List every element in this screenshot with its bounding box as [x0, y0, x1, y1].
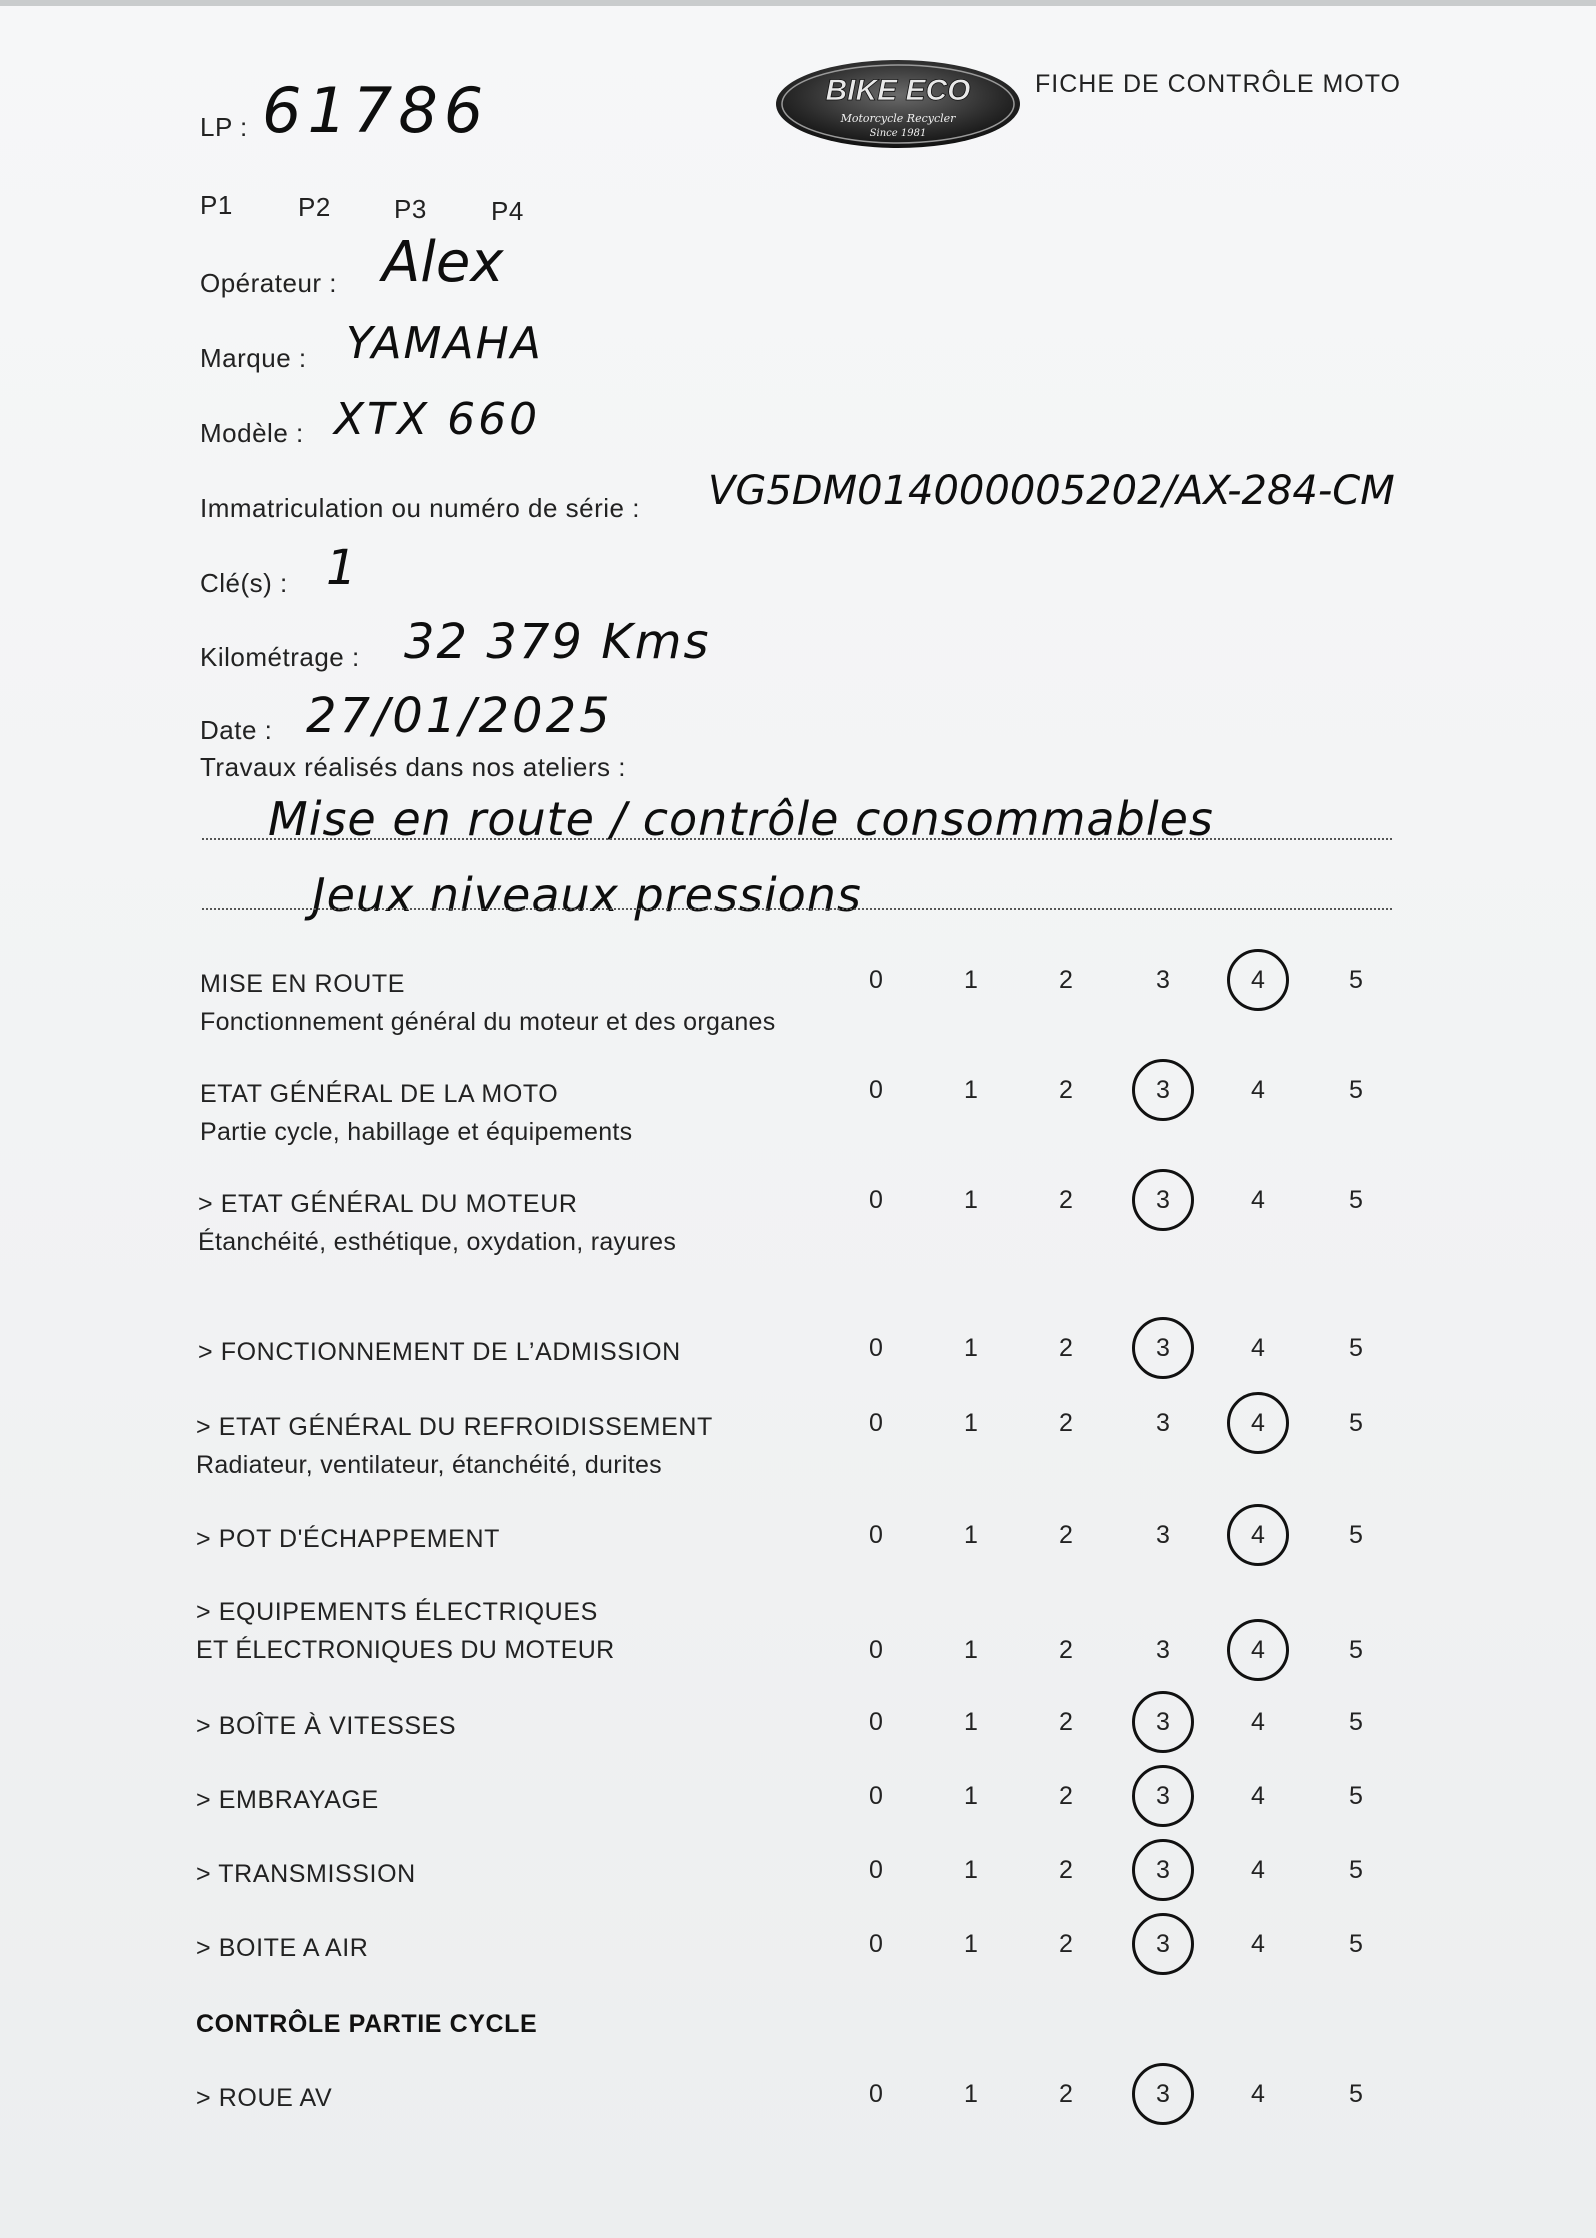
- rows-row-6-score-3: 3: [1156, 1636, 1170, 1664]
- cles-label: Clé(s) :: [200, 568, 288, 598]
- priority-p3: P3: [394, 194, 427, 224]
- rows-row-5-score-0: 0: [869, 1521, 883, 1549]
- rows-row-9-score-4: 4: [1251, 1856, 1265, 1884]
- rows-row-4-score-1: 1: [964, 1409, 978, 1437]
- rows-row-0-score-3: 3: [1156, 966, 1170, 994]
- lp-label: LP :: [200, 112, 248, 142]
- rows-row-0-subtitle: Fonctionnement général du moteur et des organes: [200, 1008, 776, 1036]
- rows-row-6-selected-score-circle: [1227, 1619, 1289, 1681]
- rows-row-4-score-2: 2: [1059, 1409, 1073, 1437]
- rows-row-2-score-5: 5: [1349, 1186, 1363, 1214]
- modele-label: Modèle :: [200, 418, 304, 448]
- lp-value: 61786: [262, 74, 490, 147]
- rows-row-1-selected-score-circle: [1132, 1059, 1194, 1121]
- rows-row-6-score-4: 4: [1251, 1636, 1265, 1664]
- rows-row-7-title: > BOÎTE À VITESSES: [196, 1712, 457, 1740]
- travaux-dotted-line-1: [202, 838, 1392, 840]
- travaux-dotted-line-2: [202, 908, 1392, 910]
- section2.rows-row-0-title: > ROUE AV: [196, 2084, 333, 2112]
- rows-row-3-score-1: 1: [964, 1334, 978, 1362]
- immatriculation-value: VG5DM014000005202/AX-284-CM: [708, 468, 1395, 514]
- logo-tagline: Motorcycle Recycler: [840, 112, 956, 125]
- kilometrage-label: Kilométrage :: [200, 642, 360, 672]
- rows-row-7-selected-score-circle: [1132, 1691, 1194, 1753]
- immatriculation-label: Immatriculation ou numéro de série :: [200, 493, 640, 523]
- operateur-label: Opérateur :: [200, 268, 338, 298]
- travaux-label: Travaux réalisés dans nos ateliers :: [200, 752, 627, 782]
- paper-edge-shadow: [0, 0, 1596, 6]
- travaux-line2: Jeux niveaux pressions: [312, 868, 862, 922]
- rows-row-7-score-4: 4: [1251, 1708, 1265, 1736]
- rows-row-10-score-0: 0: [869, 1930, 883, 1958]
- rows-row-1-score-1: 1: [964, 1076, 978, 1104]
- rows-row-8-selected-score-circle: [1132, 1765, 1194, 1827]
- section2.rows-row-0-score-0: 0: [869, 2080, 883, 2108]
- rows-row-2-score-3: 3: [1156, 1186, 1170, 1214]
- logo-name: BIKE ECO: [825, 74, 971, 107]
- rows-row-3-score-3: 3: [1156, 1334, 1170, 1362]
- rows-row-3-title: > FONCTIONNEMENT DE L’ADMISSION: [198, 1338, 681, 1366]
- rows-row-6-title: > EQUIPEMENTS ÉLECTRIQUES: [196, 1598, 598, 1626]
- rows-row-0-score-2: 2: [1059, 966, 1073, 994]
- rows-row-4-score-0: 0: [869, 1409, 883, 1437]
- rows-row-10-score-3: 3: [1156, 1930, 1170, 1958]
- rows-row-5-score-5: 5: [1349, 1521, 1363, 1549]
- rows-row-9-selected-score-circle: [1132, 1839, 1194, 1901]
- rows-row-1-subtitle: Partie cycle, habillage et équipements: [200, 1118, 633, 1146]
- rows-row-2-subtitle: Étanchéité, esthétique, oxydation, rayures: [198, 1228, 677, 1256]
- section2.rows-row-0-score-3: 3: [1156, 2080, 1170, 2108]
- rows-row-0-score-1: 1: [964, 966, 978, 994]
- rows-row-5-score-2: 2: [1059, 1521, 1073, 1549]
- rows-row-0-title: MISE EN ROUTE: [200, 970, 406, 998]
- rows-row-1-score-5: 5: [1349, 1076, 1363, 1104]
- rows-row-4-score-4: 4: [1251, 1409, 1265, 1437]
- rows-row-5-score-1: 1: [964, 1521, 978, 1549]
- rows-row-7-score-3: 3: [1156, 1708, 1170, 1736]
- rows-row-1-score-3: 3: [1156, 1076, 1170, 1104]
- rows-row-6-score-1: 1: [964, 1636, 978, 1664]
- rows-row-4-selected-score-circle: [1227, 1392, 1289, 1454]
- rows-row-6-score-2: 2: [1059, 1636, 1073, 1664]
- rows-row-1-score-4: 4: [1251, 1076, 1265, 1104]
- rows-row-10-score-5: 5: [1349, 1930, 1363, 1958]
- rows-row-10-title: > BOITE A AIR: [196, 1934, 369, 1962]
- rows-row-0-score-5: 5: [1349, 966, 1363, 994]
- rows-row-0-selected-score-circle: [1227, 949, 1289, 1011]
- rows-row-8-score-0: 0: [869, 1782, 883, 1810]
- rows-row-2-title: > ETAT GÉNÉRAL DU MOTEUR: [198, 1190, 578, 1218]
- rows-row-8-score-1: 1: [964, 1782, 978, 1810]
- rows-row-5-selected-score-circle: [1227, 1504, 1289, 1566]
- rows-row-10-score-1: 1: [964, 1930, 978, 1958]
- date-value: 27/01/2025: [306, 688, 613, 744]
- rows-row-10-score-4: 4: [1251, 1930, 1265, 1958]
- rows-row-0-score-0: 0: [869, 966, 883, 994]
- cles-value: 1: [326, 540, 357, 596]
- rows-row-3-selected-score-circle: [1132, 1317, 1194, 1379]
- section2.rows-row-0-score-5: 5: [1349, 2080, 1363, 2108]
- marque-label: Marque :: [200, 343, 307, 373]
- rows-row-2-score-2: 2: [1059, 1186, 1073, 1214]
- priority-p2: P2: [298, 192, 331, 222]
- priority-p1: P1: [200, 190, 233, 220]
- rows-row-2-score-4: 4: [1251, 1186, 1265, 1214]
- rows-row-2-score-1: 1: [964, 1186, 978, 1214]
- section2.rows-row-0-score-2: 2: [1059, 2080, 1073, 2108]
- rows-row-8-score-5: 5: [1349, 1782, 1363, 1810]
- rows-row-2-score-0: 0: [869, 1186, 883, 1214]
- rows-row-3-score-5: 5: [1349, 1334, 1363, 1362]
- rows-row-3-score-2: 2: [1059, 1334, 1073, 1362]
- rows-row-8-title: > EMBRAYAGE: [196, 1786, 379, 1814]
- rows-row-0-score-4: 4: [1251, 966, 1265, 994]
- section-partie-cycle-title: CONTRÔLE PARTIE CYCLE: [196, 2010, 538, 2038]
- rows-row-1-title: ETAT GÉNÉRAL DE LA MOTO: [200, 1080, 559, 1108]
- modele-value: XTX 660: [334, 394, 541, 445]
- rows-row-4-score-5: 5: [1349, 1409, 1363, 1437]
- travaux-line1: Mise en route / contrôle consommables: [268, 792, 1214, 846]
- rows-row-1-score-0: 0: [869, 1076, 883, 1104]
- rows-row-4-title: > ETAT GÉNÉRAL DU REFROIDISSEMENT: [196, 1413, 713, 1441]
- rows-row-7-score-1: 1: [964, 1708, 978, 1736]
- rows-row-9-score-0: 0: [869, 1856, 883, 1884]
- rows-row-8-score-3: 3: [1156, 1782, 1170, 1810]
- rows-row-9-score-2: 2: [1059, 1856, 1073, 1884]
- rows-row-9-score-5: 5: [1349, 1856, 1363, 1884]
- rows-row-5-score-3: 3: [1156, 1521, 1170, 1549]
- rows-row-10-score-2: 2: [1059, 1930, 1073, 1958]
- page-title: FICHE DE CONTRÔLE MOTO: [1035, 70, 1402, 98]
- rows-row-6-score-5: 5: [1349, 1636, 1363, 1664]
- logo-since: Since 1981: [869, 128, 927, 139]
- rows-row-9-score-1: 1: [964, 1856, 978, 1884]
- date-label: Date :: [200, 715, 273, 745]
- rows-row-7-score-0: 0: [869, 1708, 883, 1736]
- bike-eco-logo: [774, 58, 1022, 150]
- rows-row-4-score-3: 3: [1156, 1409, 1170, 1437]
- priority-p4: P4: [491, 196, 524, 226]
- rows-row-1-score-2: 2: [1059, 1076, 1073, 1104]
- rows-row-8-score-4: 4: [1251, 1782, 1265, 1810]
- section2.rows-row-0-score-1: 1: [964, 2080, 978, 2108]
- rows-row-9-title: > TRANSMISSION: [196, 1860, 416, 1888]
- rows-row-6-score-0: 0: [869, 1636, 883, 1664]
- rows-row-8-score-2: 2: [1059, 1782, 1073, 1810]
- rows-row-10-selected-score-circle: [1132, 1913, 1194, 1975]
- rows-row-5-title: > POT D'ÉCHAPPEMENT: [196, 1525, 500, 1553]
- rows-row-4-subtitle: Radiateur, ventilateur, étanchéité, durites: [196, 1451, 662, 1479]
- rows-row-5-score-4: 4: [1251, 1521, 1265, 1549]
- section2.rows-row-0-selected-score-circle: [1132, 2063, 1194, 2125]
- section2.rows-row-0-score-4: 4: [1251, 2080, 1265, 2108]
- rows-row-7-score-5: 5: [1349, 1708, 1363, 1736]
- rows-row-3-score-0: 0: [869, 1334, 883, 1362]
- rows-row-7-score-2: 2: [1059, 1708, 1073, 1736]
- kilometrage-value: 32 379 Kms: [404, 614, 711, 670]
- rows-row-6-subtitle: ET ÉLECTRONIQUES DU MOTEUR: [196, 1636, 615, 1664]
- operateur-value: Alex: [382, 230, 504, 295]
- marque-value: YAMAHA: [346, 318, 543, 369]
- rows-row-2-selected-score-circle: [1132, 1169, 1194, 1231]
- rows-row-3-score-4: 4: [1251, 1334, 1265, 1362]
- rows-row-9-score-3: 3: [1156, 1856, 1170, 1884]
